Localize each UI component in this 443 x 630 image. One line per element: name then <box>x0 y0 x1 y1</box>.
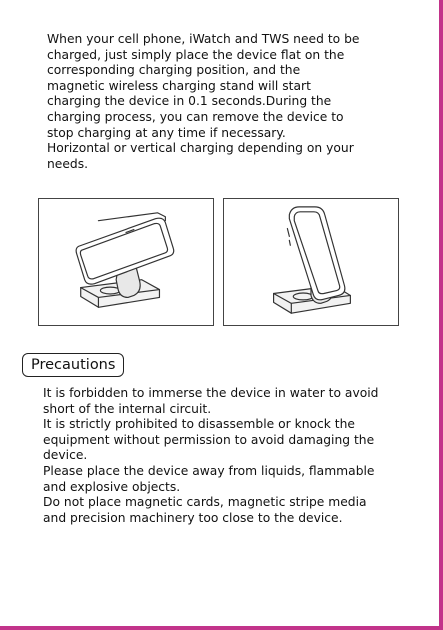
precaution-line: and precision machinery too close to the device. <box>43 510 343 525</box>
precaution-line: and explosive objects. <box>43 479 181 494</box>
precaution-line: Please place the device away from liquids, flammable <box>43 463 375 478</box>
intro-line: magnetic wireless charging stand will start <box>47 78 311 93</box>
intro-line: stop charging at any time if necessary. <box>47 125 286 140</box>
precaution-line: Do not place magnetic cards, magnetic stripe media <box>43 495 367 510</box>
precautions-paragraph <box>43 386 433 526</box>
horizontal-charging-drawing <box>39 199 213 325</box>
intro-line: needs. <box>47 156 89 171</box>
vertical-charging-drawing <box>224 199 398 325</box>
page-border-bottom <box>0 626 443 630</box>
intro-line: corresponding charging position, and the <box>47 63 301 78</box>
intro-paragraph <box>47 32 427 172</box>
precautions-heading-text: Precautions <box>31 357 116 373</box>
precaution-line: short of the internal circuit. <box>43 401 212 416</box>
intro-line: When your cell phone, iWatch and TWS need to be <box>47 32 360 46</box>
horizontal-charging-illustration <box>38 198 214 326</box>
precaution-line: equipment without permission to avoid damaging the <box>43 432 375 447</box>
precaution-line: device. <box>43 448 88 463</box>
page-border-right <box>439 0 443 630</box>
precaution-line: It is strictly prohibited to disassemble or knock the <box>43 417 355 432</box>
intro-line: charged, just simply place the device flat on the <box>47 47 345 62</box>
intro-line: charging process, you can remove the device to <box>47 109 344 124</box>
precautions-heading <box>22 353 124 377</box>
precaution-line: It is forbidden to immerse the device in water to avoid <box>43 386 379 400</box>
intro-line: charging the device in 0.1 seconds.During the <box>47 94 332 109</box>
intro-line: Horizontal or vertical charging depending on your <box>47 141 354 156</box>
vertical-charging-illustration <box>223 198 399 326</box>
